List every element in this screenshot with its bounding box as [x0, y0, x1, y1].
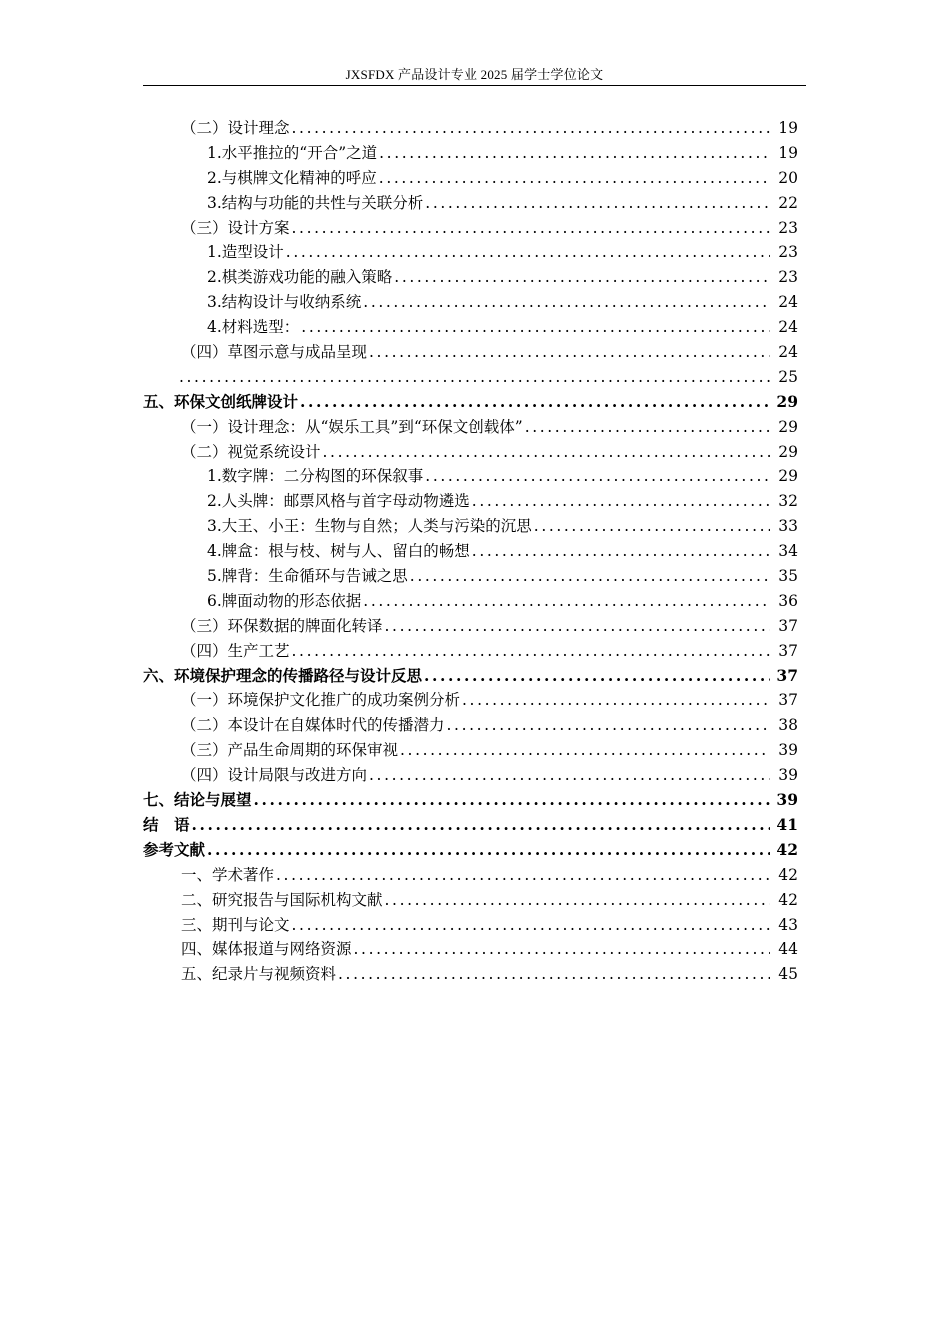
toc-page-number: 37: [778, 691, 798, 710]
toc-page-number: 45: [778, 965, 798, 984]
toc-page-number: 33: [778, 517, 798, 536]
toc-dot-leader: [290, 216, 770, 241]
toc-dot-leader: [367, 763, 770, 788]
toc-dot-leader: [190, 813, 770, 838]
toc-entry-title: 3.大王、小王：生物与自然；人类与污染的沉思: [207, 517, 532, 536]
toc-entry[interactable]: [143, 415, 798, 440]
toc-page-number: 29: [778, 417, 798, 436]
toc-dot-leader: [423, 191, 770, 216]
toc-entry-title: 1.造型设计: [207, 243, 284, 262]
toc-entry-title: （四）生产工艺: [181, 641, 290, 660]
toc-dot-leader: [298, 390, 770, 415]
toc-entry[interactable]: [143, 514, 798, 539]
toc-entry-title: 六、环境保护理念的传播路径与设计反思: [143, 665, 423, 685]
toc-dot-leader: [336, 962, 770, 987]
toc-entry[interactable]: [143, 489, 798, 514]
toc-dot-leader: [352, 937, 770, 962]
toc-page-number: 19: [778, 143, 798, 162]
toc-entry-title: （二）视觉系统设计: [181, 442, 321, 461]
toc-entry[interactable]: [143, 962, 798, 987]
toc-page-number: 24: [778, 318, 798, 337]
toc-entry-title: 1.数字牌：二分构图的环保叙事: [207, 467, 424, 486]
toc-entry-title: 2.与棋牌文化精神的呼应: [207, 168, 377, 187]
toc-page-number: 32: [778, 492, 798, 511]
toc-page-number: 34: [778, 542, 798, 561]
toc-entry-title: 2.人头牌：邮票风格与首字母动物遴选: [207, 492, 470, 511]
toc-entry[interactable]: [143, 265, 798, 290]
toc-dot-leader: [367, 340, 770, 365]
toc-page-number: 20: [778, 168, 798, 187]
toc-entry-title: （四）草图示意与成品呈现: [181, 343, 368, 362]
toc-dot-leader: [274, 863, 770, 888]
toc-page-number: 36: [778, 591, 798, 610]
toc-entry-title: （三）设计方案: [181, 218, 290, 237]
toc-entry-title: （一）设计理念：从“娱乐工具”到“环保文创载体”: [181, 417, 523, 436]
toc-dot-leader: [252, 788, 770, 813]
toc-entry[interactable]: [143, 863, 798, 888]
header-rule: [143, 85, 806, 86]
toc-entry[interactable]: [143, 191, 798, 216]
toc-entry[interactable]: [143, 539, 798, 564]
toc-entry[interactable]: [143, 738, 798, 763]
toc-entry-title: 4.材料选型：: [207, 318, 300, 337]
toc-dot-leader: [321, 440, 770, 465]
toc-entry-title: 1.水平推拉的“开合”之道: [207, 143, 378, 162]
toc-entry[interactable]: [143, 937, 798, 962]
toc-dot-leader: [299, 315, 770, 340]
toc-page-number: 38: [778, 716, 798, 735]
toc-dot-leader: [523, 415, 770, 440]
toc-page-number: 23: [778, 218, 798, 237]
toc-page-number: 25: [778, 367, 798, 386]
toc-entry[interactable]: [143, 713, 798, 738]
toc-page-number: 41: [776, 814, 798, 834]
toc-page-number: 29: [776, 391, 798, 411]
toc-entry-title: 5.牌背：生命循环与告诫之思: [207, 567, 408, 586]
toc-page-number: 24: [778, 343, 798, 362]
toc-dot-leader: [290, 639, 770, 664]
toc-entry[interactable]: [143, 589, 798, 614]
toc-dot-leader: [408, 564, 770, 589]
toc-dot-leader: [470, 489, 770, 514]
toc-entry[interactable]: [143, 166, 798, 191]
toc-entry-title: 2.棋类游戏功能的融入策略: [207, 268, 393, 287]
toc-entry-title: 参考文献: [143, 839, 206, 859]
toc-entry[interactable]: [143, 888, 798, 913]
toc-entry[interactable]: [143, 813, 798, 838]
toc-page-number: 23: [778, 243, 798, 262]
toc-entry[interactable]: [143, 340, 798, 365]
toc-entry[interactable]: [143, 838, 798, 863]
toc-dot-leader: [422, 664, 770, 689]
toc-entry[interactable]: [143, 141, 798, 166]
toc-entry-title: 一、学术著作: [181, 865, 275, 884]
toc-entry[interactable]: [143, 390, 798, 415]
toc-entry-title: 五、环保文创纸牌设计: [143, 391, 299, 411]
toc-entry-title: 3.结构与功能的共性与关联分析: [207, 193, 424, 212]
toc-entry[interactable]: [143, 763, 798, 788]
toc-entry[interactable]: [143, 216, 798, 241]
toc-entry[interactable]: [143, 913, 798, 938]
toc-dot-leader: [205, 838, 770, 863]
toc-page-number: 19: [778, 119, 798, 137]
toc-dot-leader: [377, 166, 770, 191]
toc-entry-title: 五、纪录片与视频资料: [181, 965, 337, 984]
toc-entry[interactable]: [143, 664, 798, 689]
toc-page-number: 37: [776, 665, 798, 685]
toc-page-number: 39: [778, 741, 798, 760]
toc-dot-leader: [460, 688, 770, 713]
toc-entry[interactable]: [143, 688, 798, 713]
toc-dot-leader: [445, 713, 770, 738]
toc-entry[interactable]: [143, 564, 798, 589]
toc-dot-leader: [532, 514, 770, 539]
toc-entry[interactable]: [143, 639, 798, 664]
toc-dot-leader: [383, 888, 770, 913]
toc-entry[interactable]: [143, 315, 798, 340]
toc-entry[interactable]: [143, 614, 798, 639]
toc-page-number: 39: [776, 790, 798, 810]
toc-entry[interactable]: [143, 290, 798, 315]
table-of-contents: [143, 116, 798, 987]
toc-dot-leader: [392, 265, 770, 290]
toc-entry[interactable]: [143, 464, 798, 489]
toc-dot-leader: [383, 614, 770, 639]
toc-entry[interactable]: [143, 365, 798, 390]
toc-entry-title: 结 语: [143, 814, 190, 834]
toc-entry[interactable]: [143, 116, 798, 141]
toc-page-number: 24: [778, 293, 798, 312]
toc-entry-title: 三、期刊与论文: [181, 915, 290, 934]
toc-page-number: 42: [776, 839, 798, 859]
toc-entry-title: 七、结论与展望: [143, 790, 252, 810]
toc-page-number: 29: [778, 442, 798, 461]
toc-page-number: 39: [778, 766, 798, 785]
toc-entry-title: 3.结构设计与收纳系统: [207, 293, 362, 312]
toc-entry-title: 二、研究报告与国际机构文献: [181, 890, 383, 909]
toc-dot-leader: [290, 116, 770, 141]
toc-page-number: 37: [778, 641, 798, 660]
toc-entry-title: （四）设计局限与改进方向: [181, 766, 368, 785]
toc-entry[interactable]: [143, 788, 798, 813]
toc-entry[interactable]: [143, 240, 798, 265]
toc-dot-leader: [284, 240, 770, 265]
running-header: JXSFDX 产品设计专业 2025 届学士学位论文: [345, 67, 604, 82]
toc-page-number: 23: [778, 268, 798, 287]
toc-page-number: 22: [778, 193, 798, 212]
toc-entry-title: （三）环保数据的牌面化转译: [181, 616, 383, 635]
toc-entry-title: 6.牌面动物的形态依据: [207, 591, 362, 610]
toc-entry-title: 4.牌盒：根与枝、树与人、留白的畅想: [207, 542, 470, 561]
toc-page-number: 35: [778, 567, 798, 586]
toc-entry-title: 四、媒体报道与网络资源: [181, 940, 352, 959]
toc-entry-title: （二）设计理念: [181, 119, 290, 137]
toc-page-number: 44: [778, 940, 798, 959]
toc-page-number: 43: [778, 915, 798, 934]
toc-page-number: 37: [778, 616, 798, 635]
toc-entry-title: （一）环境保护文化推广的成功案例分析: [181, 691, 461, 710]
toc-page-number: 29: [778, 467, 798, 486]
toc-dot-leader: [290, 913, 770, 938]
toc-dot-leader: [470, 539, 770, 564]
toc-entry-title: （二）本设计在自媒体时代的传播潜力: [181, 716, 445, 735]
toc-dot-leader: [398, 738, 770, 763]
toc-page-number: 42: [778, 865, 798, 884]
toc-dot-leader: [361, 589, 770, 614]
toc-dot-leader: [361, 290, 770, 315]
toc-entry[interactable]: [143, 440, 798, 465]
toc-dot-leader: [377, 141, 770, 166]
toc-page-number: 42: [778, 890, 798, 909]
toc-entry-title: （三）产品生命周期的环保审视: [181, 741, 399, 760]
toc-dot-leader: [177, 365, 770, 390]
toc-dot-leader: [423, 464, 770, 489]
